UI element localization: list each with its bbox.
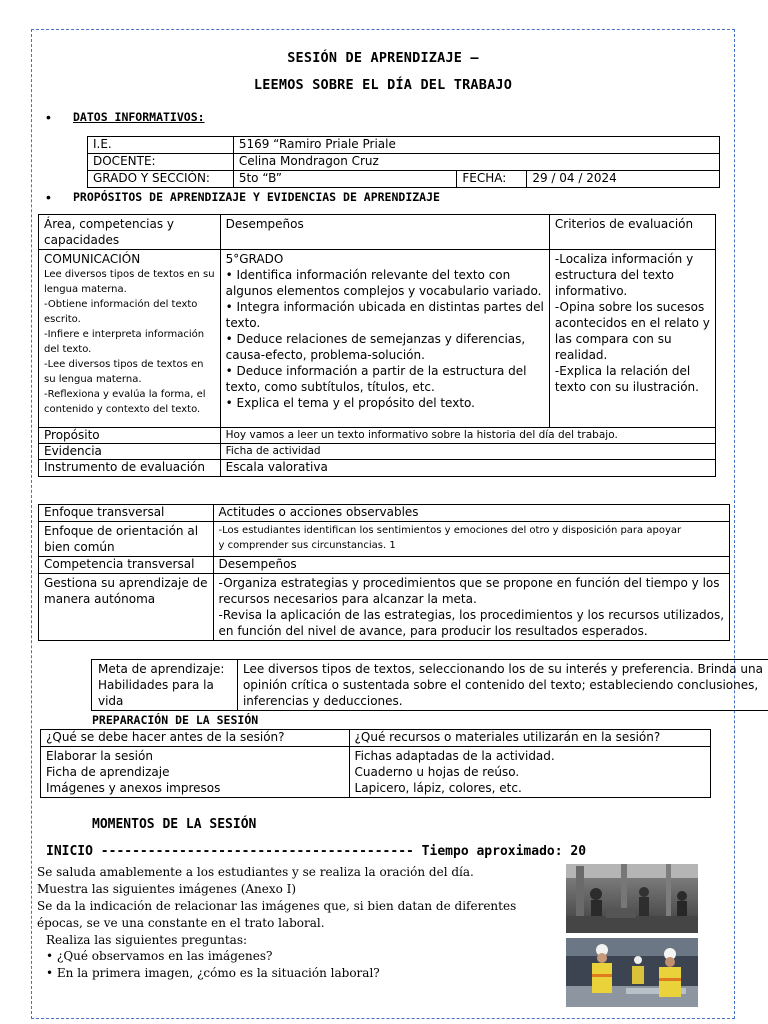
enfoque-col2: Actitudes o acciones observables xyxy=(213,505,730,522)
col-criterios: Criterios de evaluación xyxy=(549,215,715,250)
area-title: COMUNICACIÓN xyxy=(44,252,141,266)
pregunta-item: • ¿Qué observamos en las imágenes? xyxy=(46,949,273,963)
workshop-image-icon xyxy=(566,864,698,933)
area-item: del texto. xyxy=(44,344,92,355)
proposito-label: Propósito xyxy=(39,428,221,444)
momentos-paragraph xyxy=(37,864,557,932)
ie-label: I.E. xyxy=(88,137,234,154)
criterio-line: texto con su ilustración. xyxy=(554,380,699,394)
docente-value: Celina Mondragon Cruz xyxy=(233,154,719,171)
criterio-line: las compara con su xyxy=(554,332,672,346)
desempeno-line: • Integra información ubicada en distintas partes del xyxy=(225,300,544,314)
gestiona-label-line: Gestiona su aprendizaje de xyxy=(44,576,208,590)
enfoque-table xyxy=(38,504,730,641)
momentos-heading: MOMENTOS DE LA SESIÓN xyxy=(92,817,257,832)
habilidades-label: Habilidades para la vida xyxy=(98,678,214,708)
bien-comun-label-line: Enfoque de orientación al xyxy=(44,524,199,538)
competencia-value: Desempeños xyxy=(213,557,730,574)
prep-col2: ¿Qué recursos o materiales utilizarán en la sesión? xyxy=(349,730,710,747)
desempeno-line: • Deduce relaciones de semejanzas y diferencias, xyxy=(225,332,526,346)
desempeno-line: algunos elementos complejos y vocabulario variado. xyxy=(225,284,542,298)
area-item: contenido y contexto del texto. xyxy=(44,404,201,415)
meta-labels xyxy=(92,660,238,711)
desempeno-line: • Explica el tema y el propósito del texto. xyxy=(225,396,475,410)
bien-comun-label xyxy=(39,522,214,557)
gestiona-value xyxy=(213,574,730,641)
area-item: -Reflexiona y evalúa la forma, el xyxy=(44,389,206,400)
meta-label: Meta de aprendizaje: xyxy=(98,662,225,676)
preguntas-list xyxy=(46,948,546,982)
desempenos-list xyxy=(226,267,544,411)
area-items xyxy=(44,267,215,417)
preparacion-table xyxy=(40,729,711,798)
bullet-propositos: • xyxy=(46,189,51,205)
inicio-line: INICIO ---------------------------------------- Tiempo aproximado: 20 xyxy=(46,844,587,859)
fecha-label: FECHA: xyxy=(457,171,527,188)
area-item: lengua materna. xyxy=(44,284,127,295)
criterio-line: -Opina sobre los sucesos xyxy=(554,300,705,314)
momentos-line: Se da la indicación de relacionar las imágenes que, si bien datan de diferentes xyxy=(37,899,517,913)
evidencia-value: Ficha de actividad xyxy=(220,444,715,460)
preguntas-intro: Realiza las siguientes preguntas: xyxy=(46,933,248,947)
bien-comun-value xyxy=(213,522,730,557)
docente-label: DOCENTE: xyxy=(88,154,234,171)
desempeno-line: causa-efecto, problema-solución. xyxy=(225,348,425,362)
desempeno-line: • Identifica información relevante del texto con xyxy=(225,268,511,282)
meta-value-line: inferencias y deducciones. xyxy=(242,694,403,708)
workshop-photo xyxy=(566,864,698,933)
area-item: -Obtiene información del texto xyxy=(44,299,198,310)
criterio-line: informativo. xyxy=(554,284,628,298)
bien-comun-value-line: y comprender sus circunstancias. 1 xyxy=(218,540,396,551)
prep-left-item: Imágenes y anexos impresos xyxy=(46,781,221,795)
area-item: -Infiere e interpreta información xyxy=(44,329,205,340)
desempeno-line: • Deduce información a partir de la estructura del xyxy=(225,364,527,378)
preparacion-heading: PREPARACIÓN DE LA SESIÓN xyxy=(92,713,259,727)
grado-value: 5to “B” xyxy=(233,171,457,188)
meta-value-line: Lee diversos tipos de textos, seleccionando los de su interés y preferencia. Brinda una xyxy=(242,662,763,676)
criterio-line: realidad. xyxy=(554,348,608,362)
prep-col1: ¿Qué se debe hacer antes de la sesión? xyxy=(41,730,350,747)
area-item: -Lee diversos tipos de textos en xyxy=(44,359,204,370)
grado-label-cell: 5°GRADO xyxy=(225,252,284,266)
prep-left-list xyxy=(41,747,350,798)
prep-right-list xyxy=(349,747,710,798)
enfoque-col1: Enfoque transversal xyxy=(39,505,214,522)
workers-photo xyxy=(566,938,698,1007)
workers-image-icon xyxy=(566,938,698,1007)
momentos-line: Se saluda amablemente a los estudiantes y se realiza la oración del día. xyxy=(37,865,474,879)
evidencia-label: Evidencia xyxy=(39,444,221,460)
criterios-cell xyxy=(549,250,715,428)
gestiona-label-line: manera autónoma xyxy=(44,592,156,606)
proposito-value: Hoy vamos a leer un texto informativo sobre la historia del día del trabajo. xyxy=(220,428,715,444)
momentos-line: épocas, se ve una constante en el trato laboral. xyxy=(37,916,325,930)
desempeno-line: texto, como subtítulos, títulos, etc. xyxy=(225,380,435,394)
instrumento-label: Instrumento de evaluación xyxy=(39,460,221,477)
datos-table xyxy=(87,136,720,188)
propositos-table xyxy=(38,214,716,477)
area-cell xyxy=(39,250,221,428)
area-item: su lengua materna. xyxy=(44,374,142,385)
prep-right-item: Fichas adaptadas de la actividad. xyxy=(354,749,555,763)
session-subtitle: LEEMOS SOBRE EL DÍA DEL TRABAJO xyxy=(253,77,513,93)
bullet-datos: • xyxy=(46,109,51,125)
criterio-line: acontecidos en el relato y xyxy=(554,316,710,330)
ie-value: 5169 “Ramiro Priale Priale xyxy=(233,137,719,154)
prep-right-item: Lapicero, lápiz, colores, etc. xyxy=(354,781,522,795)
gestiona-value-line: en función del nivel de avance, para producir los resultados esperados. xyxy=(218,624,648,638)
meta-value xyxy=(237,660,768,711)
criterio-line: estructura del texto xyxy=(554,268,674,282)
meta-value-line: opinión crítica o sustentada sobre el contenido del texto; estableciendo conclusiones, xyxy=(242,678,759,692)
meta-table xyxy=(91,659,768,711)
instrumento-value: Escala valorativa xyxy=(220,460,715,477)
session-title: SESIÓN DE APRENDIZAJE – xyxy=(287,50,479,66)
momentos-line: Muestra las siguientes imágenes (Anexo I) xyxy=(37,882,297,896)
bien-comun-value-line: -Los estudiantes identifican los sentimientos y emociones del otro y disposición para apoyar xyxy=(218,525,682,536)
col-desempenos: Desempeños xyxy=(220,215,549,250)
desempenos-cell xyxy=(220,250,549,428)
criterio-line: -Explica la relación del xyxy=(554,364,691,378)
prep-right-item: Cuaderno u hojas de reúso. xyxy=(354,765,520,779)
fecha-value: 29 / 04 / 2024 xyxy=(527,171,720,188)
criterios-list xyxy=(555,251,710,395)
criterio-line: -Localiza información y xyxy=(554,252,694,266)
prep-left-item: Ficha de aprendizaje xyxy=(46,765,170,779)
pregunta-item: • En la primera imagen, ¿cómo es la situación laboral? xyxy=(46,966,380,980)
competencia-label: Competencia transversal xyxy=(39,557,214,574)
grado-label: GRADO Y SECCIÓN: xyxy=(88,171,234,188)
desempeno-line: texto. xyxy=(225,316,261,330)
gestiona-value-line: recursos necesarios para alcanzar la meta. xyxy=(218,592,477,606)
prep-left-item: Elaborar la sesión xyxy=(46,749,153,763)
datos-heading: DATOS INFORMATIVOS: xyxy=(73,110,205,124)
propositos-heading: PROPÓSITOS DE APRENDIZAJE Y EVIDENCIAS DE APRENDIZAJE xyxy=(73,190,440,204)
bien-comun-label-line: bien común xyxy=(44,540,115,554)
gestiona-value-line: -Organiza estrategias y procedimientos que se propone en función del tiempo y los xyxy=(218,576,720,590)
area-item: escrito. xyxy=(44,314,81,325)
gestiona-label xyxy=(39,574,214,641)
col-area: Área, competencias y capacidades xyxy=(39,215,221,250)
gestiona-value-line: -Revisa la aplicación de las estrategias, los procedimientos y los recursos utilizados, xyxy=(218,608,725,622)
area-item: Lee diversos tipos de textos en su xyxy=(44,269,215,280)
